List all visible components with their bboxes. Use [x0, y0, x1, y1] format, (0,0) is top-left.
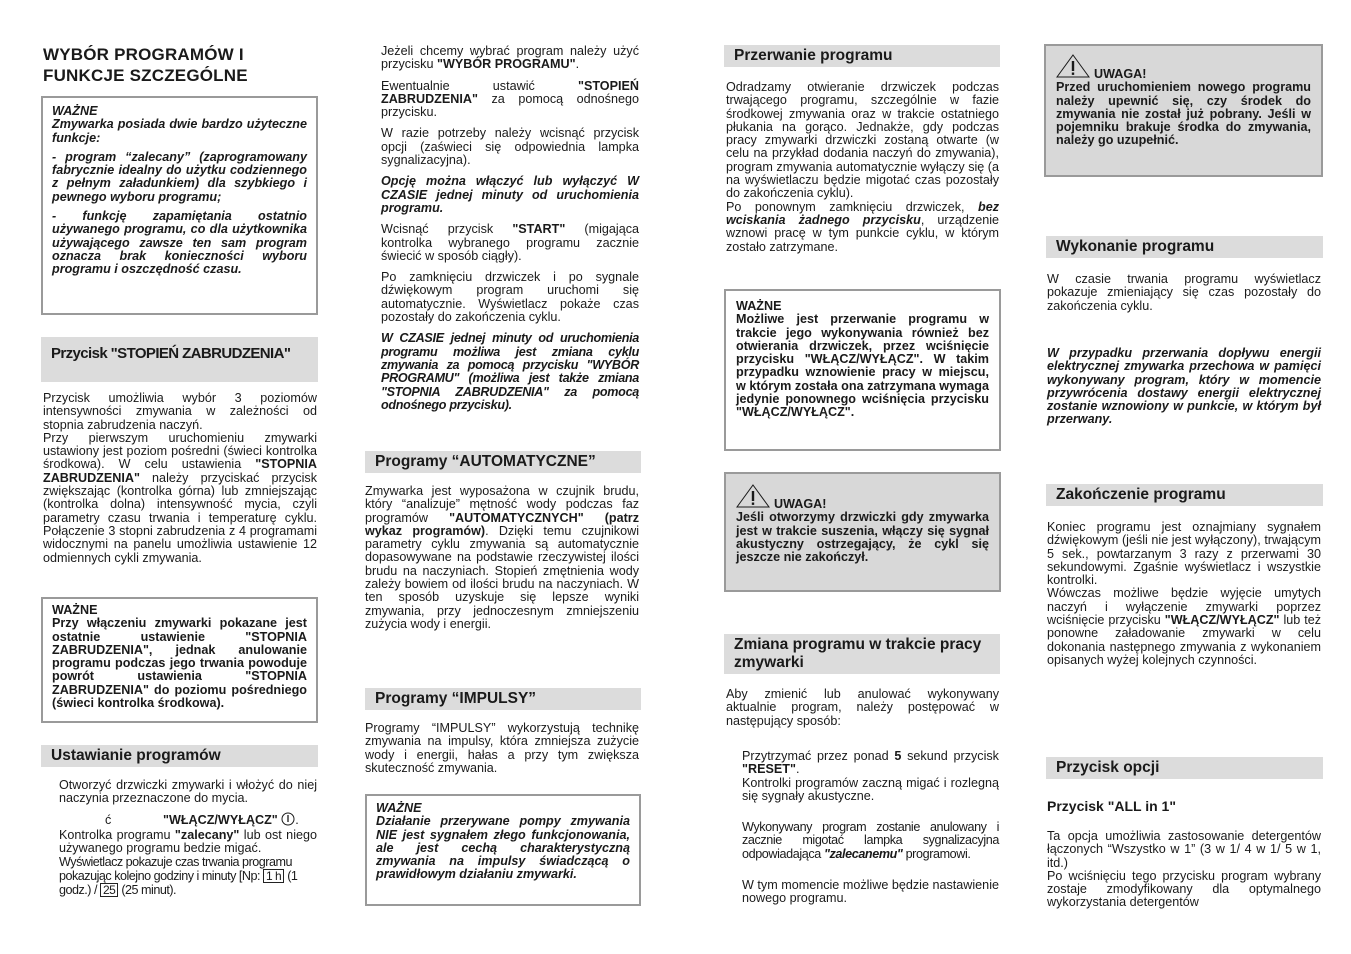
box-heading: WAŻNE [736, 299, 782, 313]
box-text: Działanie przerywane pompy zmywania NIE jest sygnałem złego funkcjonowania, ale jest cechą charakterystyczną zmywania na impulsy świadczącą o prawidłowym działaniu zmywarki. [376, 814, 630, 882]
program-change-steps [742, 750, 999, 906]
paragraph: Kontrolki programów zaczną migać i rozlegną się sygnały akustyczne. [742, 775, 999, 803]
important-box-soil-level [41, 597, 318, 723]
impulses-text [365, 722, 639, 775]
paragraph: Koniec programu jest oznajmiany sygnałem dźwiękowym (jeśli nie jest wyłączony), trwającym 5 sek., powtarzanym 3 razy z przerwami 30 sekundowymi. Zgaśnie wyświetlacz i wszystkie kontrolki. [1047, 520, 1321, 588]
important-box-interruption [724, 289, 1001, 451]
box-text: Przy włączeniu zmywarki pokazane jest ostatnie ustawienie "STOPNIA ZABRUDZENIA", jednak anulowanie programu podczas jego trwania powoduje powrót ustawienia "STOPNIA ZABRUDZENIA" do poziomu pośredniego (świeci kontrolka środkowa). [52, 616, 307, 711]
paragraph: Opcję można włączyć lub wyłączyć W CZASIE jednej minuty od uruchomienia programu. [381, 174, 639, 215]
section-heading-execution: Wykonanie programu [1046, 236, 1323, 258]
section-heading-automatic: Programy “AUTOMATYCZNE” [365, 451, 641, 473]
completion-text [1047, 521, 1321, 667]
section-heading-options: Przycisk opcji [1046, 757, 1323, 779]
paragraph: Wówczas możliwe będzie wyjęcie umytych naczyń i wyłączenie zmywarki poprzez wciśnięcie przycisku "WŁĄCZ/WYŁĄCZ" lub też ponowne załadowanie zmywarki w celu dokonania następnego zmywania z wykonaniem opisanych wyżej kolejnych czynności. [1047, 586, 1321, 667]
paragraph: Jeżeli chcemy wybrać program należy użyć przycisku "WYBÓR PROGRAMU". [381, 44, 639, 72]
box-text: Jeśli otworzymy drzwiczki gdy zmywarka jest w trakcie suszenia, włączy się sygnał akustyczny ostrzegający, że cykl się jeszcze nie zakończył. [736, 510, 989, 565]
paragraph: Po zamknięciu drzwiczek i po sygnale dźwiękowym program uruchomi się automatycznie. Wyświetlacz pokaże czas pozostały do zakończenia cyklu. [381, 270, 639, 325]
paragraph: Ta opcja umożliwia zastosowanie detergentów łączonych “Wszystko w 1” (3 w 1/ 4 w 1/ 5 w 1, itd.) [1047, 829, 1321, 870]
power-icon [281, 812, 295, 829]
important-box-functions [41, 96, 318, 315]
page-title-line-2: FUNKCJE SZCZEGÓLNE [43, 66, 248, 85]
page-title [43, 44, 318, 86]
paragraph: Ewentualnie ustawić "STOPIEŃ ZABRUDZENIA" za pomocą odnośnego przycisku. [381, 78, 639, 120]
automatic-text [365, 485, 639, 631]
paragraph: W czasie trwania programu wyświetlacz pokazuje zmieniający się czas pozostały do zakończenia cyklu. [1047, 272, 1321, 313]
paragraph: Przy pierwszym uruchomieniu zmywarki ustawiony jest poziom pośredni (świeci kontrolka środkowa). W celu ustawienia "STOPNIA ZABRUDZENIA" należy przyciskać przycisk zwiększając (kontrolka górna) lub zmniejszając (kontrolka dolna) intensywność mycia, czyli parametry czasu trwania i temperaturę cyklu. Połączenie 3 stopni zabrudzenia z 4 programami widocznymi na panelu umożliwia ustawienie 12 odmiennych cykli zmywania. [43, 430, 317, 565]
paragraph: Przycisk umożliwia wybór 3 poziomów intensywności zmywania w zależności od stopnia zabrudzenia naczyń. [43, 391, 317, 432]
warning-box-drying [724, 472, 1001, 592]
box-text: Możliwe jest przerwanie programu w trakcie jego wykonywania również bez otwierania drzwiczek, przez wciśnięcie przycisku "WŁĄCZ/WYŁĄCZ". W takim przypadku wznowienie pracy w miejscu, w którym została ona zatrzymana wymaga jedynie ponownego wciśnięcia przycisku "WŁĄCZ/WYŁĄCZ". [736, 312, 989, 420]
paragraph: Po wciśnięciu tego przycisku program wybrany zostaje zmodyfikowany dla optymalnego wykorzystania detergentów [1047, 868, 1321, 910]
box-text: Zmywarka posiada dwie bardzo użyteczne funkcje: [52, 117, 307, 145]
section-heading-completion: Zakończenie programu [1046, 484, 1323, 506]
section-heading-interruption: Przerwanie programu [724, 45, 1000, 67]
paragraph: Wyświetlacz pokazuje czas trwania programu pokazując kolejno godziny i minuty [Np: 1 h (1 godz.) / 25 (25 minut). [59, 854, 298, 898]
execution-power-text [1047, 347, 1321, 427]
section-heading-program-change: Zmiana programu w trakcie pracy zmywarki [724, 634, 1000, 674]
box-heading: WAŻNE [52, 104, 98, 118]
execution-text [1047, 273, 1321, 313]
section-heading-program-setting: Ustawianie programów [41, 745, 318, 767]
paragraph: W tym momencie możliwe będzie nastawienie nowego programu. [742, 878, 999, 906]
section-heading-impulses: Programy “IMPULSY” [365, 688, 641, 710]
box-heading: UWAGA! [736, 484, 989, 511]
all-in-1-heading: Przycisk "ALL in 1" [1047, 798, 1176, 814]
paragraph: Zmywarka jest wyposażona w czujnik brudu, który “analizuje” mętność wody podczas faz programów "AUTOMATYCZNYCH" (patrz wykaz programów). Dzięki temu czujnikowi parametry cyklu zmywania są automatycznie dopasowywane na podstawie rzeczywistej ilości brudu na naczyniach. Stopień zmętnienia wody zależy bowiem od ilości brudu na naczyniach. W ten sposób uzyskuje się lepsze wyniki zmywania, przy jednoczesnym zmniejszeniu zużycia wody i energii. [365, 484, 640, 631]
paragraph: W razie potrzeby należy wcisnąć przycisk opcji (zaświeci się odpowiednia lampka sygnalizacyjna). [381, 126, 639, 168]
paragraph: W CZASIE jednej minuty od uruchomienia programu możliwa jest zmiana cyklu zmywania za pomocą przycisku "WYBÓR PROGRAMU" (możliwa jest także zmiana "STOPNIA ZABRUDZENIA" za pomocą odnośnego przycisku). [381, 331, 639, 412]
paragraph: Programy “IMPULSY” wykorzystują technikę zmywania na impulsy, która zmniejsza zużycie wody i energii, hałas a przy tym zwiększa skuteczność zmywania. [365, 721, 639, 775]
box-heading: UWAGA! [1056, 54, 1311, 81]
paragraph: Po ponownym zamknięciu drzwiczek, bez wciskania żadnego przycisku, urządzenie wznowi pracę w tym punkcie cyklu, w którym zostało zatrzymane. [726, 199, 1000, 254]
paragraph: Wcisnąć przycisk "START" (migająca kontrolka wybranego programu zacznie świecić w sposób ciągły). [381, 222, 640, 263]
paragraph: Kontrolka programu "zalecany" lub ost niego używanego programu bedzie migać. [59, 828, 318, 856]
important-box-impulses [365, 794, 641, 906]
box-text: Przed uruchomieniem nowego programu należy upewnić się, czy środek do zmywania nie został już pobrany. Jeśli w pojemniku brakuje środka do zmywania, należy go uzupełnić. [1056, 80, 1311, 148]
section-heading-soil-level: Przycisk "STOPIEŃ ZABRUDZENIA" [41, 337, 318, 382]
warning-box-detergent [1044, 44, 1323, 177]
paragraph: Przytrzymać przez ponad 5 sekund przycisk "RESET". [742, 749, 999, 777]
warning-icon [736, 484, 770, 511]
col2-text-top [381, 45, 639, 412]
box-text: - funkcję zapamiętania ostatnio używanego programu, co dla użytkownika używającego zawsze ten sam program oznacza brak konieczności wyboru programu i oszczędność czasu. [52, 209, 307, 277]
paragraph: Aby zmienić lub anulować wykonywany aktualnie program, należy postępować w następujący sposób: [726, 687, 999, 728]
warning-icon [1056, 54, 1090, 81]
soil-level-text [43, 392, 317, 565]
box-heading: WAŻNE [376, 801, 422, 815]
paragraph: Wykonywany program zostanie anulowany i zacznie migotać lampka sygnalizacyjna odpowiadająca "zalecanemu" programowi. [742, 820, 999, 861]
display-hours: 1 h [263, 869, 284, 883]
options-text [1047, 830, 1321, 910]
program-setting-text [59, 779, 317, 829]
box-heading: WAŻNE [52, 603, 98, 617]
interruption-text [726, 81, 999, 254]
program-setting-text-2 [59, 829, 317, 897]
paragraph: Otworzyć drzwiczki zmywarki i włożyć do niej naczynia przeznaczone do mycia. [59, 778, 317, 806]
display-minutes: 25 [100, 883, 118, 897]
paragraph: ć "WŁĄCZ/WYŁĄCZ" . [59, 812, 317, 829]
box-text: - program “zalecany” (zaprogramowany fabrycznie idealny do użytku codziennego z pełnym załadunkiem) dla szybkiego i pewnego wyboru programu; [52, 149, 307, 204]
page-title-line-1: WYBÓR PROGRAMÓW I [43, 45, 244, 64]
paragraph: Odradzamy otwieranie drzwiczek podczas trwającego programu, szczególnie w fazie środkowej zmywania oraz w trakcie ostatniego płukania na gorąco. Jednakże, gdy podczas pracy zmywarki drzwiczki zostaną otwarte (w celu na przykład dodania naczyń do zmywania), program zmywania automatycznie wyłączy się (a na wyświetlaczu będzie migotać czas pozostały do zakończenia cyklu). [726, 80, 999, 201]
program-change-text [726, 688, 999, 728]
paragraph: W przypadku przerwania dopływu energii elektrycznej zmywarka przechowa w pamięci wykonywany program, który w momencie przywrócenia dostawy energii elektrycznej zostanie wznowiony w punkcie, w którym był przerwany. [1047, 346, 1321, 427]
